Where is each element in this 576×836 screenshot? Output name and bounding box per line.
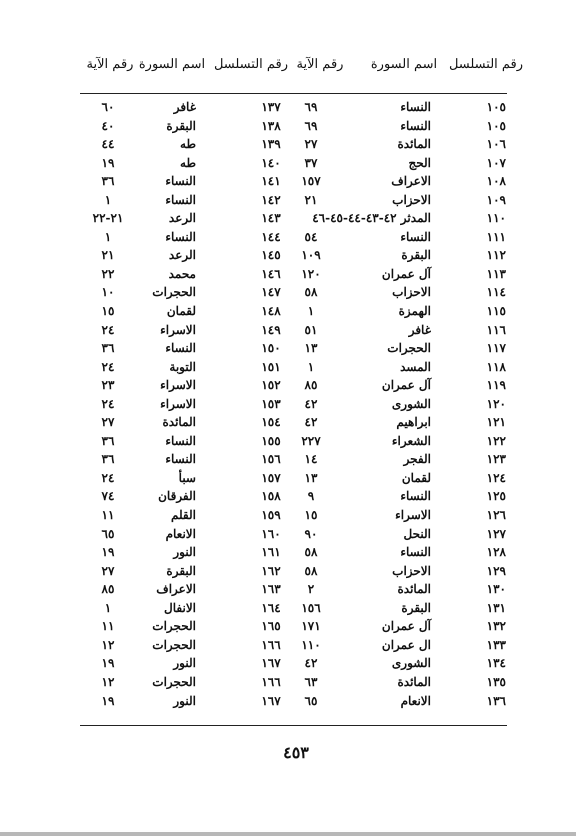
header-ayah-left: رقم الآية (86, 57, 134, 72)
table-row (0, 450, 576, 469)
serial-cell-right: ١٢٩ (486, 563, 506, 578)
sura-cell-right: الحجرات (387, 341, 431, 356)
ayah-cell-left: ٦٠ (101, 100, 115, 114)
table-row (0, 599, 576, 618)
serial-cell-right: ١١١ (486, 229, 506, 244)
serial-cell-right: ١٣١ (486, 600, 506, 615)
sura-cell-right: الاحزاب (392, 192, 431, 207)
ayah-cell-right: ٥٨ (304, 563, 318, 578)
table-row (0, 302, 576, 321)
table-row (0, 358, 576, 377)
header-sura-left: اسم السورة (138, 57, 206, 72)
ayah-cell-left: ٣٦ (101, 433, 115, 448)
table-row (0, 209, 576, 228)
ayah-cell-left: ٧٤ (101, 489, 115, 504)
sura-cell-left: البقرة (166, 118, 196, 133)
ayah-cell-left: ١٩ (101, 545, 115, 560)
sura-cell-left: الرعد (168, 248, 196, 263)
serial-cell-left: ١٥٦ (261, 452, 281, 467)
sura-cell-left: الاسراء (160, 396, 196, 411)
serial-cell-left: ١٤٣ (261, 211, 281, 226)
ayah-cell-right: ٦٩ (304, 100, 318, 114)
serial-cell-left: ١٤٠ (261, 155, 281, 170)
sura-cell-right: الحج (408, 155, 431, 170)
table-row (0, 117, 576, 136)
sura-cell-left: الاسراء (160, 378, 196, 393)
serial-cell-left: ١٦٠ (261, 526, 281, 541)
table-row (0, 265, 576, 284)
table-row (0, 506, 576, 525)
header-ayah-right: رقم الآية (296, 57, 344, 72)
ayah-cell-right: ٣٧ (304, 155, 318, 170)
serial-cell-right: ١٢١ (486, 415, 506, 430)
sura-cell-right: الاعراف (391, 174, 431, 189)
sura-cell-right: آل عمران (381, 619, 431, 634)
serial-cell-right: ١١٩ (486, 378, 506, 393)
ayah-cell-left: ١١ (101, 508, 115, 523)
ayah-cell-right: ٤٢ (304, 415, 318, 430)
table-row (0, 636, 576, 655)
table-row (0, 692, 576, 711)
serial-cell-left: ١٤٩ (261, 322, 281, 337)
serial-cell-right: ١١٤ (486, 285, 506, 300)
serial-cell-right: ١٢٨ (486, 545, 506, 560)
ayah-cell-right: ٥٨ (304, 285, 318, 300)
ayah-cell-right: ٩٠ (304, 526, 318, 541)
serial-cell-left: ١٣٩ (261, 137, 281, 152)
ayah-cell-left: ١٠ (101, 285, 115, 300)
serial-cell-left: ١٥٣ (261, 396, 281, 411)
index-table (0, 98, 576, 710)
sura-cell-left: الفرقان (158, 489, 196, 504)
ayah-cell-right: ٢٢٧ (301, 433, 321, 448)
sura-cell-right: الاحزاب (392, 285, 431, 300)
ayah-cell-left: ٢٣ (101, 378, 115, 393)
serial-cell-left: ١٦٤ (261, 600, 281, 615)
table-row (0, 228, 576, 247)
sura-cell-left: الانفال (164, 600, 196, 615)
sura-cell-right: المسد (400, 359, 431, 374)
sura-cell-left: طه (180, 155, 196, 170)
serial-cell-right: ١٣٤ (486, 656, 506, 671)
serial-cell-right: ١٠٨ (486, 174, 506, 189)
page-number: ٤٥٣ (283, 743, 309, 762)
sura-cell-right: النساء (400, 545, 431, 560)
ayah-cell-right: ١ (307, 359, 315, 374)
table-row (0, 673, 576, 692)
sura-cell-right: الفجر (403, 452, 431, 467)
header-sura-right: اسم السورة (370, 57, 438, 72)
serial-cell-left: ١٦٢ (261, 563, 281, 578)
serial-cell-right: ١٣٦ (486, 693, 506, 708)
ayah-cell-right: ١١٠ (301, 637, 321, 652)
ayah-cell-left: ٣٦ (101, 341, 115, 356)
ayah-cell-right: ١٥٦ (301, 600, 321, 615)
table-row (0, 98, 576, 117)
ayah-cell-right: ٥١ (304, 322, 318, 337)
serial-cell-right: ١١٣ (486, 266, 506, 281)
ayah-cell-right: ٥٤ (304, 229, 318, 244)
serial-cell-right: ١٢٥ (486, 489, 506, 504)
ayah-cell-left: ٦٥ (101, 526, 115, 541)
sura-cell-right: النساء (400, 229, 431, 244)
serial-cell-right: ١١٧ (486, 341, 506, 356)
sura-cell-left: الحجرات (152, 619, 196, 634)
table-row (0, 654, 576, 673)
sura-cell-left: سبأ (178, 470, 196, 485)
sura-cell-left: النور (173, 545, 196, 560)
sura-cell-left: القلم (170, 508, 196, 523)
header-serial-left: رقم التسلسل (213, 57, 289, 72)
serial-cell-right: ١٠٥ (486, 118, 506, 133)
ayah-cell-right: ١٥ (304, 508, 318, 523)
sura-cell-right: الانعام (400, 693, 431, 708)
serial-cell-right: ١٢٦ (486, 508, 506, 523)
sura-cell-left: غافر (173, 100, 196, 114)
sura-cell-left: النور (173, 656, 196, 671)
table-row (0, 135, 576, 154)
serial-cell-right: ١٠٩ (486, 192, 506, 207)
serial-cell-left: ١٦٦ (261, 637, 281, 652)
ayah-cell-right: ١٧١ (301, 619, 321, 634)
ayah-cell-right: ٢ (307, 582, 315, 597)
ayah-cell-left: ٣٦ (101, 174, 115, 189)
table-row (0, 172, 576, 191)
sura-cell-left: النساء (165, 192, 196, 207)
table-row (0, 580, 576, 599)
sura-cell-right: الاحزاب (392, 563, 431, 578)
ayah-cell-left: ٤٠ (101, 118, 115, 133)
ayah-cell-right: ٦٥ (304, 693, 318, 708)
serial-cell-left: ١٤١ (261, 174, 281, 189)
serial-cell-right: ١٢٢ (486, 433, 506, 448)
ayah-cell-left: ٤٤ (101, 137, 115, 152)
table-row (0, 154, 576, 173)
sura-cell-left: النساء (165, 229, 196, 244)
ayah-cell-left: ١١ (101, 619, 115, 634)
serial-cell-right: ١٢٠ (486, 396, 506, 411)
serial-cell-left: ١٥١ (261, 359, 281, 374)
serial-cell-left: ١٤٢ (261, 192, 281, 207)
table-bottom-rule (80, 725, 507, 726)
page-edge-shadow (0, 832, 576, 836)
serial-cell-left: ١٥٧ (261, 470, 281, 485)
ayah-cell-left: ٢٤ (101, 322, 115, 337)
sura-cell-right: البقرة (401, 600, 431, 615)
ayah-cell-left: ٣٦ (101, 452, 115, 467)
table-row (0, 376, 576, 395)
sura-cell-left: الحجرات (152, 637, 196, 652)
sura-cell-right: ابراهيم (396, 415, 431, 430)
sura-cell-left: الحجرات (152, 674, 196, 689)
ayah-cell-left: ١٩ (101, 155, 115, 170)
ayah-cell-left: ١٢ (101, 637, 115, 652)
ayah-cell-left: ٢٤ (101, 470, 115, 485)
ayah-cell-right: ٤٢ (304, 656, 318, 671)
serial-cell-left: ١٦٧ (261, 656, 281, 671)
sura-cell-left: الرعد (168, 211, 196, 226)
sura-cell-right: لقمان (401, 470, 431, 485)
sura-cell-right: المدثر ٤٢-٤٣-٤٤-٤٥-٤٦ (312, 211, 431, 226)
ayah-cell-left: ٢٧ (101, 563, 115, 578)
serial-cell-left: ١٦٣ (261, 582, 281, 597)
ayah-cell-left: ١٢ (101, 674, 115, 689)
table-row (0, 525, 576, 544)
serial-cell-left: ١٤٨ (261, 304, 281, 319)
ayah-cell-left: ٢٧ (101, 415, 115, 430)
sura-cell-left: المائدة (162, 415, 196, 430)
table-row (0, 543, 576, 562)
serial-cell-right: ١١٦ (486, 322, 506, 337)
ayah-cell-right: ١٣ (304, 341, 318, 356)
serial-cell-left: ١٥٠ (261, 341, 281, 356)
sura-cell-left: النساء (165, 433, 196, 448)
sura-cell-right: البقرة (401, 248, 431, 263)
ayah-cell-right: ٤٢ (304, 396, 318, 411)
header-serial-right: رقم التسلسل (448, 57, 524, 72)
serial-cell-right: ١٠٦ (486, 137, 506, 152)
sura-cell-right: النساء (400, 489, 431, 504)
serial-cell-right: ١٣٣ (486, 637, 506, 652)
serial-cell-left: ١٣٨ (261, 118, 281, 133)
ayah-cell-left: ٢٢ (101, 266, 115, 281)
sura-cell-left: لقمان (166, 304, 196, 319)
sura-cell-right: المائدة (397, 674, 431, 689)
serial-cell-right: ١٠٧ (486, 155, 506, 170)
serial-cell-left: ١٤٤ (261, 229, 281, 244)
ayah-cell-right: ٥٨ (304, 545, 318, 560)
sura-cell-left: طه (180, 137, 196, 152)
sura-cell-right: ال عمران (381, 637, 431, 652)
ayah-cell-right: ١٢٠ (301, 266, 321, 281)
serial-cell-left: ١٥٨ (261, 489, 281, 504)
serial-cell-left: ١٦١ (261, 545, 281, 560)
serial-cell-right: ١٣٥ (486, 674, 506, 689)
ayah-cell-left: ١ (104, 229, 112, 244)
sura-cell-left: محمد (168, 266, 196, 281)
serial-cell-right: ١١٠ (486, 211, 506, 226)
ayah-cell-right: ٦٣ (304, 674, 318, 689)
sura-cell-right: آل عمران (381, 266, 431, 281)
sura-cell-right: آل عمران (381, 378, 431, 393)
sura-cell-left: الاعراف (156, 582, 196, 597)
serial-cell-right: ١١٨ (486, 359, 506, 374)
ayah-cell-right: ١٥٧ (301, 174, 321, 189)
table-row (0, 339, 576, 358)
table-row (0, 191, 576, 210)
table-row (0, 246, 576, 265)
sura-cell-right: غافر (408, 322, 431, 337)
table-row (0, 283, 576, 302)
sura-cell-left: الحجرات (152, 285, 196, 300)
sura-cell-right: النحل (403, 526, 431, 541)
table-row (0, 432, 576, 451)
sura-cell-left: النساء (165, 452, 196, 467)
serial-cell-right: ١٢٧ (486, 526, 506, 541)
table-top-rule (80, 93, 507, 94)
sura-cell-right: المائدة (397, 137, 431, 152)
ayah-cell-right: ١٣ (304, 470, 318, 485)
sura-cell-right: الشورى (391, 396, 431, 411)
ayah-cell-left: ١٩ (101, 693, 115, 708)
ayah-cell-left: ٢٤ (101, 396, 115, 411)
sura-cell-left: الانعام (165, 526, 196, 541)
sura-cell-right: النساء (400, 118, 431, 133)
serial-cell-right: ١١٢ (486, 248, 506, 263)
table-row (0, 413, 576, 432)
serial-cell-left: ١٤٥ (261, 248, 281, 263)
table-row (0, 469, 576, 488)
sura-cell-right: الاسراء (395, 508, 431, 523)
ayah-cell-left: ١٩ (101, 656, 115, 671)
serial-cell-left: ١٦٥ (261, 619, 281, 634)
ayah-cell-right: ٢٧ (304, 137, 318, 152)
ayah-cell-left: ١ (104, 192, 112, 207)
sura-cell-right: الشعراء (391, 433, 431, 448)
ayah-cell-left: ١ (104, 600, 112, 615)
ayah-cell-right: ٨٥ (304, 378, 318, 393)
sura-cell-right: الشورى (391, 656, 431, 671)
serial-cell-left: ١٤٧ (261, 285, 281, 300)
sura-cell-left: النور (173, 693, 196, 708)
serial-cell-left: ١٣٧ (261, 100, 281, 114)
table-row (0, 395, 576, 414)
table-row (0, 562, 576, 581)
serial-cell-left: ١٥٥ (261, 433, 281, 448)
ayah-cell-left: ٢١ (101, 248, 115, 263)
ayah-cell-right: ١ (307, 304, 315, 319)
serial-cell-left: ١٤٦ (261, 266, 281, 281)
ayah-cell-left: ٢١-٢٢ (92, 211, 124, 226)
sura-cell-left: النساء (165, 341, 196, 356)
ayah-cell-right: ٦٩ (304, 118, 318, 133)
sura-cell-left: النساء (165, 174, 196, 189)
serial-cell-right: ١١٥ (486, 304, 506, 319)
sura-cell-right: النساء (400, 100, 431, 114)
ayah-cell-left: ٢٤ (101, 359, 115, 374)
sura-cell-left: التوبة (169, 359, 196, 374)
ayah-cell-right: ٩ (307, 489, 315, 504)
ayah-cell-left: ١٥ (101, 304, 115, 319)
ayah-cell-left: ٨٥ (101, 582, 115, 597)
serial-cell-right: ١٢٣ (486, 452, 506, 467)
serial-cell-left: ١٥٩ (261, 508, 281, 523)
serial-cell-right: ١٣٢ (486, 619, 506, 634)
serial-cell-left: ١٦٧ (261, 693, 281, 708)
serial-cell-left: ١٥٤ (261, 415, 281, 430)
ayah-cell-right: ١٠٩ (301, 248, 321, 263)
sura-cell-left: الاسراء (160, 322, 196, 337)
serial-cell-left: ١٦٦ (261, 674, 281, 689)
ayah-cell-right: ١٤ (304, 452, 318, 467)
serial-cell-right: ١٠٥ (486, 100, 506, 114)
sura-cell-left: البقرة (166, 563, 196, 578)
serial-cell-right: ١٢٤ (486, 470, 506, 485)
ayah-cell-right: ٢١ (304, 192, 318, 207)
sura-cell-right: الهمزة (398, 304, 431, 319)
sura-cell-right: المائدة (397, 582, 431, 597)
serial-cell-right: ١٣٠ (486, 582, 506, 597)
table-row (0, 487, 576, 506)
serial-cell-left: ١٥٢ (261, 378, 281, 393)
table-row (0, 617, 576, 636)
table-row (0, 321, 576, 340)
